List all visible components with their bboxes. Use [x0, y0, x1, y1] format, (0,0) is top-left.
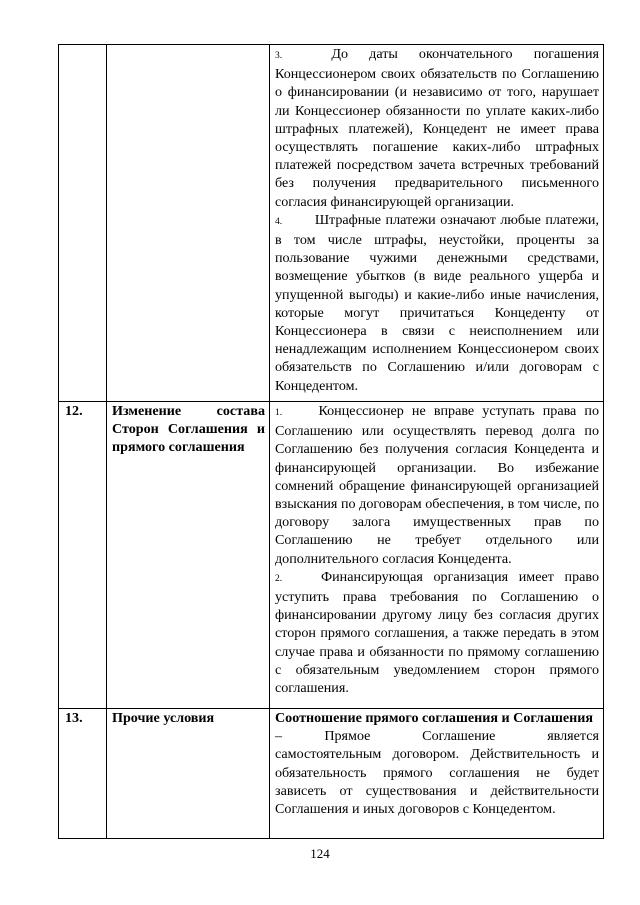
agreement-table — [58, 44, 604, 839]
paragraph-index: 2. — [275, 573, 283, 584]
row-number: 12. — [59, 402, 107, 709]
row-content — [270, 402, 604, 709]
paragraph-text: Финансирующая организация имеет право уступить права требования по Соглашению о финансировании другому лицу без согласия других сторон прямого соглашения, а также передать в этом случае права и обязанности по прямому соглашению с обязательным уведомлением сторон прямого соглашения. — [275, 568, 599, 697]
row-content — [270, 45, 604, 402]
row-content — [270, 709, 604, 839]
paragraph-text: Концессионер не вправе уступать права по Соглашению или осуществлять перевод долга по Соглашению без получения согласия Концедента и финансирующей организации. Во избежание сомнений обращение финансирующей организацией взыскания по договорам обеспечения, в том числе, по договору залога имущественных прав по Соглашению не требует отдельного или дополнительного согласия Концедента. — [275, 403, 600, 567]
row-title — [107, 45, 270, 402]
row-title: Прочие условия — [107, 709, 270, 839]
paragraph — [275, 727, 599, 818]
paragraph-index: 4. — [275, 216, 283, 227]
paragraph-index: 1. — [275, 408, 283, 418]
section-heading: Соотношение прямого соглашения и Соглашения — [275, 710, 594, 726]
paragraph — [275, 402, 599, 568]
dash-marker: – — [275, 728, 283, 745]
table-row — [59, 45, 604, 402]
paragraph — [275, 45, 599, 211]
paragraph — [275, 211, 599, 395]
paragraph-index: 3. — [275, 51, 283, 61]
page-number: 124 — [310, 846, 330, 861]
paragraph — [275, 568, 599, 697]
paragraph-text: Штрафные платежи означают любые платежи, в том числе штрафы, неустойки, проценты за пользование чужими денежными средствами, возмещение убытков (в виде реального ущерба и упущенной выгоды) и какие-либо иные начисления, которые могут причитаться Концеденту от Концессионера в связи с неисполнением или ненадлежащим исполнением Концессионером своих обязательств по Соглашению и/или договорам с Концедентом. — [275, 211, 600, 394]
paragraph-text: До даты окончательного погашения Концессионером своих обязательств по Соглашению о финансировании (и независимо от того, нарушает ли Концессионер обязанности по уплате каких-либо штрафных платежей), Концедент не имеет права осуществлять погашение каких-либо штрафных платежей посредством зачета встречных требований без получения предварительного письменного согласия финансирующей организации. — [275, 46, 599, 210]
row-title: Изменение состава Сторон Соглашения и прямого соглашения — [107, 402, 270, 709]
row-number — [59, 45, 107, 402]
row-number: 13. — [59, 709, 107, 839]
paragraph-text: Прямое Соглашение является самостоятельным договором. Действительность и обязательность прямого соглашения не будет зависеть от существования и действительности Соглашения и иных договоров с Концедентом. — [275, 728, 599, 818]
table-row — [59, 402, 604, 709]
table-row — [59, 709, 604, 839]
